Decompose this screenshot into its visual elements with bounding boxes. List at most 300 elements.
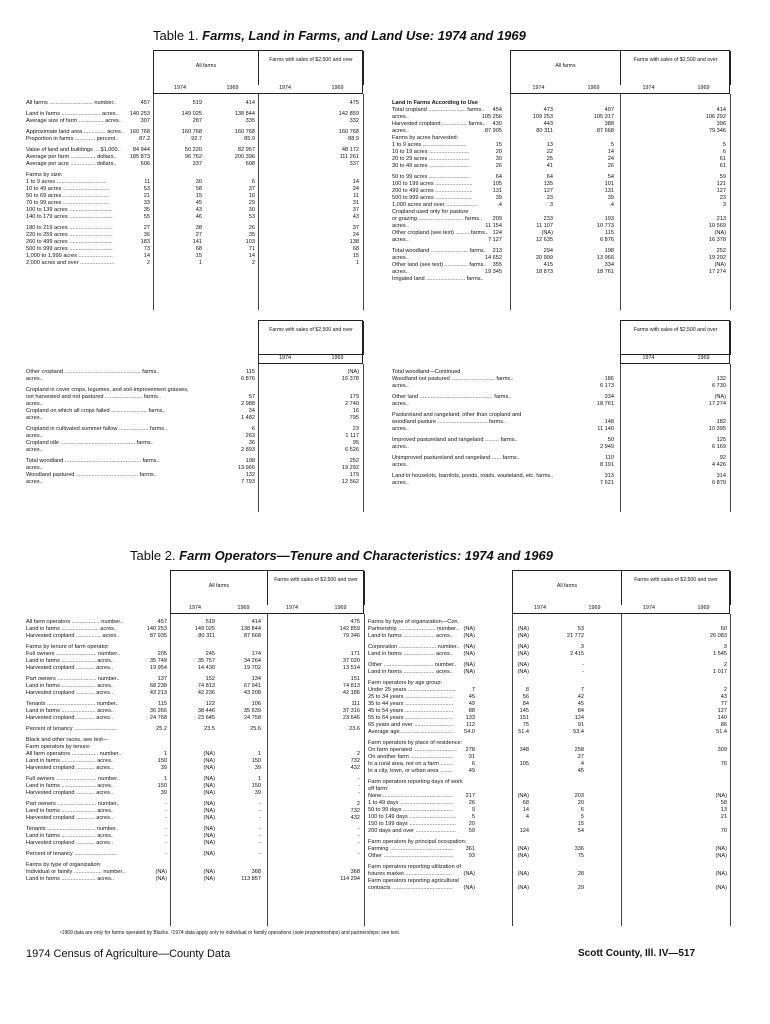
row-label: Harvested cropland ............ acres.. bbox=[26, 665, 114, 671]
cell-value: 13 bbox=[720, 807, 727, 813]
cell-value: 332 bbox=[349, 118, 359, 124]
table-row bbox=[26, 776, 363, 783]
cell-value: 54 bbox=[577, 828, 584, 834]
row-label: Land in houselots, barnlots, ponds, roads, wasteland, etc. farms.. bbox=[392, 473, 554, 479]
cell-value: 388 bbox=[604, 121, 614, 127]
table-row bbox=[26, 186, 362, 193]
cell-value: 87 668 bbox=[243, 633, 261, 639]
cell-value: - bbox=[165, 826, 167, 832]
cell-value: 19 702 bbox=[243, 665, 261, 671]
cell-value: 38 446 bbox=[197, 708, 215, 714]
table1-right-body bbox=[392, 100, 728, 283]
table-row bbox=[26, 790, 363, 797]
row-label: Full owners .......................... number.. bbox=[26, 776, 120, 782]
cell-value: 2 bbox=[356, 751, 360, 757]
row-label: contracts ....................................... bbox=[368, 885, 453, 891]
cell-value: 160 768 bbox=[234, 129, 255, 135]
cell-value: 16 378 bbox=[708, 237, 726, 243]
cell-value: 37 bbox=[248, 186, 255, 192]
cell-value: - bbox=[358, 833, 360, 839]
row-label: Other land ............................................... farms.. bbox=[392, 394, 512, 400]
footer-publication: 1974 Census of Agriculture—County Data bbox=[26, 948, 231, 960]
row-label: Tenants ............................... number.. bbox=[26, 826, 119, 832]
cell-value: (NA) bbox=[463, 885, 475, 891]
cell-value: 34 264 bbox=[243, 658, 261, 664]
table-row bbox=[392, 100, 728, 107]
cell-value: 103 bbox=[245, 239, 255, 245]
row-label: Cropland in cover crops, legumes, and soil-improvement grasses, bbox=[26, 387, 189, 393]
cell-value: 122 bbox=[205, 701, 215, 707]
table-row bbox=[368, 761, 729, 768]
cell-value: 732 bbox=[350, 808, 360, 814]
cell-value: - bbox=[259, 815, 261, 821]
table1-lower-left-header bbox=[258, 320, 363, 364]
table-row bbox=[26, 744, 363, 751]
row-label: futures market .............................. bbox=[368, 871, 452, 877]
cell-value: 75 bbox=[522, 722, 529, 728]
row-label: Average age .................................. bbox=[368, 729, 455, 735]
row-label: Corporation ........................ number.. bbox=[368, 644, 460, 650]
row-label: 1,000 acres and over .................... bbox=[392, 202, 478, 208]
cell-value: - bbox=[165, 840, 167, 846]
table-row bbox=[392, 135, 728, 142]
cell-value: 53.4 bbox=[573, 729, 584, 735]
row-label: Land in farms ...................... acres.. bbox=[26, 758, 114, 764]
cell-value: 39 bbox=[495, 195, 502, 201]
cell-value: 16 bbox=[352, 408, 359, 414]
table2-label: Table 2. bbox=[130, 548, 176, 563]
cell-value: (NA) bbox=[463, 871, 475, 877]
cell-value: - bbox=[358, 851, 360, 857]
cell-value: (NA) bbox=[517, 885, 529, 891]
cell-value: 23 bbox=[352, 426, 359, 432]
cell-value: 1 bbox=[163, 776, 167, 782]
cell-value: 138 844 bbox=[234, 111, 255, 117]
cell-value: 92.7 bbox=[191, 136, 202, 142]
row-label: acres.. bbox=[392, 401, 409, 407]
cell-value: 457 bbox=[140, 100, 150, 106]
table-row bbox=[392, 426, 728, 433]
table-row bbox=[392, 107, 728, 114]
cell-value: 15 bbox=[352, 253, 359, 259]
cell-value: 61 bbox=[719, 156, 726, 162]
cell-value: 68 bbox=[352, 246, 359, 252]
cell-value: 18 761 bbox=[596, 401, 614, 407]
table-row bbox=[26, 826, 363, 833]
cell-value: 35 757 bbox=[197, 658, 215, 664]
cell-value: 105 bbox=[519, 761, 529, 767]
row-label: acres.. bbox=[392, 480, 409, 486]
cell-value: 337 bbox=[349, 161, 359, 167]
row-label: Unimproved pastureland and rangeland ...... farms.. bbox=[392, 455, 520, 461]
cell-value: 2 893 bbox=[241, 447, 255, 453]
header-sales-farms: Farms with sales of $2,500 and over bbox=[622, 571, 731, 605]
cell-value: 432 bbox=[350, 765, 360, 771]
cell-value: 39 bbox=[607, 195, 614, 201]
cell-value: 88.9 bbox=[348, 136, 359, 142]
table-row bbox=[392, 255, 728, 262]
cell-value: (NA) bbox=[463, 651, 475, 657]
cell-value: 1 bbox=[355, 260, 359, 266]
cell-value: 87 668 bbox=[596, 128, 614, 134]
table-row bbox=[26, 214, 362, 221]
table-row bbox=[368, 754, 729, 761]
cell-value: 183 bbox=[140, 239, 150, 245]
cell-value: 50 bbox=[607, 437, 614, 443]
cell-value: 6 bbox=[722, 149, 726, 155]
cell-value: 14 430 bbox=[197, 665, 215, 671]
row-label: Farm operators by tenure: bbox=[26, 744, 91, 750]
table-row bbox=[26, 161, 362, 168]
cell-value: 148 bbox=[604, 419, 614, 425]
cell-value: 42 bbox=[577, 694, 584, 700]
table-row bbox=[392, 128, 728, 135]
cell-value: 213 bbox=[492, 248, 502, 254]
cell-value: (NA) bbox=[203, 751, 215, 757]
table-row bbox=[368, 807, 729, 814]
table-row bbox=[26, 433, 362, 440]
cell-value: 138 bbox=[349, 239, 359, 245]
cell-value: 1 017 bbox=[713, 669, 727, 675]
cell-value: 17 274 bbox=[708, 269, 726, 275]
year-1974: 1974 bbox=[643, 605, 655, 611]
table-row bbox=[392, 262, 728, 269]
row-label: acres.. bbox=[392, 269, 409, 275]
row-label: Land in farms .................... acres.. bbox=[368, 651, 453, 657]
cell-value: 1 bbox=[198, 260, 202, 266]
cell-value: 43 213 bbox=[149, 690, 167, 696]
cell-value: 186 bbox=[604, 376, 614, 382]
cell-value: 6 876 bbox=[241, 376, 255, 382]
table-row bbox=[368, 800, 729, 807]
year-1969: 1969 bbox=[588, 605, 601, 611]
cell-value: 13 514 bbox=[342, 665, 360, 671]
cell-value: 43 bbox=[195, 207, 202, 213]
cell-value: 54.0 bbox=[464, 729, 475, 735]
cell-value: 39 bbox=[160, 765, 167, 771]
row-label: Harvested cropland ............ acres.. bbox=[26, 765, 114, 771]
cell-value: 1 117 bbox=[345, 433, 359, 439]
cell-value: 5 bbox=[580, 814, 584, 820]
year-1969: 1969 bbox=[331, 355, 344, 361]
table-row bbox=[26, 726, 363, 733]
cell-value: 5 bbox=[610, 142, 614, 148]
row-label: 500 to 999 acres ............................ bbox=[26, 246, 113, 252]
table-row bbox=[368, 768, 729, 775]
cell-value: 19 954 bbox=[149, 665, 167, 671]
cell-value: 313 bbox=[604, 473, 614, 479]
cell-value: 11 bbox=[144, 179, 150, 185]
row-label: Land in farms .................... acres.. bbox=[368, 633, 453, 639]
cell-value: 7 bbox=[580, 687, 584, 693]
cell-value: 205 bbox=[157, 651, 167, 657]
row-label: acres.. bbox=[26, 415, 43, 421]
row-label: 260 to 499 acres ............................ bbox=[26, 239, 113, 245]
cell-value: (NA) bbox=[203, 758, 215, 764]
cell-value: (NA) bbox=[203, 783, 215, 789]
row-label: Improved pastureland and rangeland ......... farms.. bbox=[392, 437, 518, 443]
cell-value: 39 bbox=[254, 790, 261, 796]
table2-heading: Farm Operators—Tenure and Characteristics: bbox=[179, 548, 462, 563]
table-row bbox=[368, 821, 729, 828]
row-label: Total cropland ........................ farms.. bbox=[392, 107, 485, 113]
table-row bbox=[392, 121, 728, 128]
table-row bbox=[26, 683, 363, 690]
cell-value: 95 bbox=[352, 440, 359, 446]
table-row bbox=[26, 708, 363, 715]
table-row bbox=[26, 665, 363, 672]
row-label: acres.. bbox=[392, 223, 409, 229]
row-label: 50 to 99 days ................................ bbox=[368, 807, 453, 813]
cell-value: 407 bbox=[604, 107, 614, 113]
cell-value: 4 bbox=[525, 814, 529, 820]
row-label: Harvested cropland ............ acres.. bbox=[26, 790, 114, 796]
cell-value: 106 292 bbox=[705, 114, 726, 120]
year-1969: 1969 bbox=[587, 85, 600, 91]
cell-value: 41 bbox=[546, 163, 553, 169]
table-row bbox=[392, 437, 728, 444]
cell-value: 77 bbox=[720, 701, 727, 707]
cell-value: - bbox=[165, 808, 167, 814]
cell-value: 150 bbox=[251, 758, 261, 764]
cell-value: 19 292 bbox=[341, 465, 359, 471]
cell-value: 287 bbox=[192, 118, 202, 124]
table-row bbox=[26, 644, 363, 651]
cell-value: 414 bbox=[245, 100, 255, 106]
table-row bbox=[392, 149, 728, 156]
cell-value: 443 bbox=[543, 121, 553, 127]
cell-value: 23 645 bbox=[197, 715, 215, 721]
table-row bbox=[392, 376, 728, 383]
cell-value: - bbox=[358, 783, 360, 789]
cell-value: 19 345 bbox=[484, 269, 502, 275]
table-row bbox=[26, 751, 363, 758]
cell-value: 15 bbox=[195, 253, 202, 259]
header-all-farms: All farms bbox=[511, 51, 621, 85]
row-label: 140 to 179 acres ............................ bbox=[26, 214, 113, 220]
cell-value: 137 bbox=[157, 676, 167, 682]
cell-value: (NA) bbox=[203, 808, 215, 814]
table-row bbox=[26, 193, 362, 200]
cell-value: 124 bbox=[574, 715, 584, 721]
cell-value: 27 bbox=[577, 754, 584, 760]
cell-value: 2 bbox=[723, 662, 727, 668]
cell-value: 92 bbox=[719, 455, 726, 461]
cell-value: 114 294 bbox=[340, 876, 360, 882]
cell-value: 24 758 bbox=[243, 715, 261, 721]
cell-value: 1 bbox=[257, 751, 261, 757]
cell-value: 7 127 bbox=[488, 237, 502, 243]
row-label: 1 to 9 acres ................................ bbox=[26, 179, 107, 185]
cell-value: 314 bbox=[716, 473, 726, 479]
table-row bbox=[392, 202, 728, 209]
cell-value: - bbox=[165, 833, 167, 839]
cell-value: 82 957 bbox=[237, 147, 255, 153]
table-row bbox=[368, 619, 729, 626]
cell-value: 6 bbox=[251, 179, 255, 185]
cell-value: 59 bbox=[468, 828, 475, 834]
cell-value: 131 bbox=[492, 188, 502, 194]
table-row bbox=[26, 147, 362, 154]
cell-value: (NA) bbox=[517, 669, 529, 675]
row-label: acres.. bbox=[392, 383, 409, 389]
row-label: 70 to 99 acres .............................. bbox=[26, 200, 110, 206]
cell-value: (NA) bbox=[714, 394, 726, 400]
cell-value: 68 bbox=[195, 246, 202, 252]
cell-value: 59 bbox=[719, 174, 726, 180]
cell-value: 27 bbox=[195, 232, 202, 238]
row-label: 20 to 29 acres .......................... bbox=[392, 156, 470, 162]
cell-value: 174 bbox=[251, 651, 261, 657]
row-label: 100 to 149 days .............................. bbox=[368, 814, 456, 820]
cell-value: 6 879 bbox=[712, 480, 726, 486]
table-row bbox=[392, 473, 728, 480]
table-row bbox=[26, 876, 363, 883]
cell-value: 18 873 bbox=[535, 269, 553, 275]
table-row bbox=[26, 840, 363, 847]
cell-value: 74 813 bbox=[342, 683, 360, 689]
table-row bbox=[368, 747, 729, 754]
cell-value: 91 bbox=[577, 722, 584, 728]
cell-value: 127 bbox=[716, 188, 726, 194]
table-row bbox=[392, 248, 728, 255]
cell-value: 67 941 bbox=[243, 683, 261, 689]
cell-value: 53 bbox=[577, 626, 584, 632]
cell-value: 13 966 bbox=[237, 465, 255, 471]
cell-value: 1 bbox=[257, 776, 261, 782]
cell-value: 795 bbox=[349, 415, 359, 421]
table-row bbox=[26, 851, 363, 858]
row-label: Farming ......................................... bbox=[368, 846, 454, 852]
row-label: 1,000 to 1,999 acres ...................... bbox=[26, 253, 113, 259]
row-label: Land in farms ...................... acres.. bbox=[26, 808, 114, 814]
cell-value: (NA) bbox=[517, 871, 529, 877]
row-label: 150 to 199 days .............................. bbox=[368, 821, 456, 827]
row-label: Farm operators by age group: bbox=[368, 680, 442, 686]
cell-value: - bbox=[259, 840, 261, 846]
cell-value: - bbox=[582, 669, 584, 675]
cell-value: 15 bbox=[577, 821, 584, 827]
cell-value: - bbox=[165, 851, 167, 857]
cell-value: 36 bbox=[143, 232, 150, 238]
cell-value: 29 bbox=[577, 885, 584, 891]
cell-value: - bbox=[358, 826, 360, 832]
table-row bbox=[26, 626, 363, 633]
cell-value: (NA) bbox=[203, 840, 215, 846]
table-row bbox=[26, 658, 363, 665]
row-label: Farms by tenure of farm operator: bbox=[26, 644, 110, 650]
cell-value: 9 bbox=[471, 807, 475, 813]
cell-value: (NA) bbox=[714, 262, 726, 268]
cell-value: (NA) bbox=[203, 826, 215, 832]
cell-value: 64 bbox=[495, 174, 502, 180]
table-row bbox=[26, 172, 362, 179]
row-label: Woodland not pastured ............................ farms.. bbox=[392, 376, 514, 382]
cell-value: 171 bbox=[350, 651, 360, 657]
cell-value: (NA) bbox=[203, 876, 215, 882]
cell-value: 21 bbox=[720, 814, 727, 820]
table-row bbox=[26, 394, 362, 401]
table-row bbox=[26, 408, 362, 415]
table-row bbox=[26, 118, 362, 125]
cell-value: 145 bbox=[519, 708, 529, 714]
cell-value: (NA) bbox=[715, 853, 727, 859]
cell-value: 16 bbox=[248, 193, 255, 199]
cell-value: 10 569 bbox=[708, 223, 726, 229]
cell-value: 28 bbox=[577, 871, 584, 877]
row-label: 65 years and over ......................... bbox=[368, 722, 454, 728]
table-row bbox=[392, 444, 728, 451]
cell-value: 6 876 bbox=[600, 237, 614, 243]
cell-value: 414 bbox=[251, 619, 261, 625]
cell-value: 23 bbox=[546, 195, 553, 201]
cell-value: 75 bbox=[577, 853, 584, 859]
table-row bbox=[26, 765, 363, 772]
cell-value: 84 944 bbox=[132, 147, 150, 153]
cell-value: 43 208 bbox=[243, 690, 261, 696]
row-label: not harvested and not pastured ........................ farms.. bbox=[26, 394, 161, 400]
table-row bbox=[26, 458, 362, 465]
cell-value: 198 bbox=[604, 248, 614, 254]
row-label: Average size of farm ................ acres.. bbox=[26, 118, 122, 124]
row-label: 200 to 499 acres ........................ bbox=[392, 188, 473, 194]
year-1974: 1974 bbox=[532, 85, 545, 91]
cell-value: 124 bbox=[519, 828, 529, 834]
cell-value: 294 bbox=[543, 248, 553, 254]
cell-value: 217 bbox=[465, 793, 475, 799]
table-row bbox=[26, 179, 362, 186]
cell-value: (NA) bbox=[715, 885, 727, 891]
table1-label: Table 1. bbox=[153, 28, 199, 43]
row-label: Pastureland and rangeland, other than cropland and bbox=[392, 412, 522, 418]
table1-heading: Farms, Land in Farms, and Land Use: bbox=[202, 28, 435, 43]
table-row bbox=[26, 207, 362, 214]
table-row bbox=[26, 100, 362, 107]
cell-value: 252 bbox=[349, 458, 359, 464]
footer-page: Scott County, Ill. IV—517 bbox=[578, 948, 696, 959]
row-label: Harvested cropland ................ acres.. bbox=[26, 633, 120, 639]
row-label: off farm: bbox=[368, 786, 389, 792]
table2-left-header bbox=[170, 570, 364, 614]
row-label: 10 to 19 acres .......................... bbox=[392, 149, 470, 155]
cell-value: 1 bbox=[163, 751, 167, 757]
cell-value: 58 bbox=[720, 800, 727, 806]
cell-value: 2 988 bbox=[241, 401, 255, 407]
table-row bbox=[368, 687, 729, 694]
cell-value: (NA) bbox=[517, 633, 529, 639]
row-label: Cropland used only for pasture bbox=[392, 209, 469, 215]
cell-value: 6 bbox=[471, 761, 475, 767]
table-row bbox=[392, 369, 728, 376]
table2-right-header bbox=[512, 570, 730, 614]
cell-value: 110 bbox=[605, 455, 614, 461]
cell-value: 16 378 bbox=[341, 376, 359, 382]
table1-left-header bbox=[153, 50, 363, 94]
cell-value: 203 bbox=[574, 793, 584, 799]
cell-value: (NA) bbox=[203, 833, 215, 839]
cell-value: - bbox=[582, 662, 584, 668]
cell-value: 233 bbox=[543, 216, 553, 222]
cell-value: 4 bbox=[498, 202, 502, 208]
table-row bbox=[26, 479, 362, 486]
cell-value: (NA) bbox=[463, 662, 475, 668]
cell-value: 57 bbox=[248, 394, 255, 400]
cell-value: 198 bbox=[245, 458, 255, 464]
year-1974: 1974 bbox=[189, 605, 201, 611]
cell-value: 361 bbox=[465, 846, 475, 852]
cell-value: 1 545 bbox=[713, 651, 727, 657]
table1-lower-right-header bbox=[620, 320, 730, 364]
